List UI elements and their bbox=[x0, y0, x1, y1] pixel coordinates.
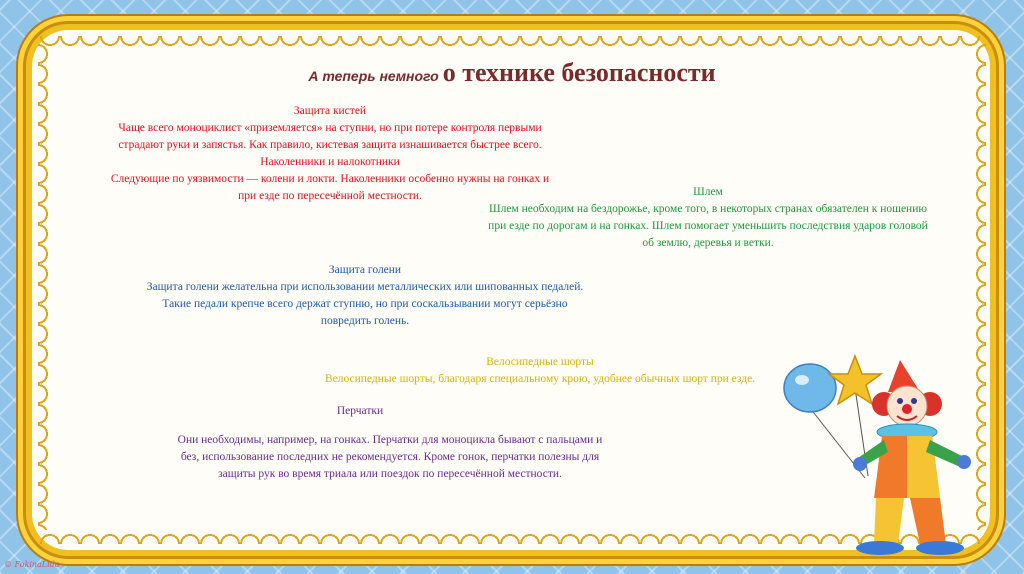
section-line: Следующие по уязвимости — колени и локти. Наколенники особенно нужны на гонках и bbox=[110, 173, 550, 185]
clown-leg-right bbox=[910, 498, 946, 544]
section-heading: Велосипедные шорты bbox=[486, 356, 594, 368]
section-cycling-shorts bbox=[290, 354, 790, 388]
frame-top-scallop-icon bbox=[40, 36, 980, 50]
section-heading: Защита голени bbox=[328, 264, 402, 276]
section-line: Они необходимы, например, на гонках. Перчатки для моноцикла бывают с пальцами и bbox=[177, 434, 603, 446]
section-helmet bbox=[458, 184, 958, 252]
section-line: Такие педали крепче всего держат ступню, но при соскальзывании могут серьёзно bbox=[162, 298, 568, 310]
blue-balloon-icon bbox=[784, 364, 836, 412]
star-balloon-icon bbox=[829, 356, 881, 404]
section-shin-protection bbox=[100, 262, 630, 330]
section-line: страдают руки и запястья. Как правило, кистевая защита изнашивается быстрее всего. bbox=[118, 139, 542, 151]
watermark: © FokinaLida bbox=[4, 560, 60, 569]
section-heading: Перчатки bbox=[336, 405, 384, 417]
slide-title bbox=[0, 58, 1024, 88]
section-line: при езде по дорогам и на гонках. Шлем помогает уменьшить последствия ударов головой bbox=[488, 220, 928, 232]
section-gloves bbox=[130, 432, 650, 483]
title-prefix: А теперь немного bbox=[308, 68, 439, 84]
title-main: о технике безопасности bbox=[442, 58, 716, 87]
section-subheading: Наколенники и налокотники bbox=[260, 156, 400, 168]
section-heading: Защита кистей bbox=[293, 105, 367, 117]
section-line: Чаще всего моноциклист «приземляется» на ступни, но при потере контроля первыми bbox=[118, 122, 542, 134]
clown-with-balloons-icon bbox=[780, 348, 1000, 558]
clown-nose bbox=[902, 404, 912, 414]
section-line: без, использование последних не рекомендуется. Кроме гонок, перчатки полезны для bbox=[180, 451, 600, 463]
frame-left-scallop-icon bbox=[38, 44, 52, 530]
clown-shoe-right bbox=[916, 541, 964, 555]
clown-shoe-left bbox=[856, 541, 904, 555]
clown-eye bbox=[897, 398, 903, 404]
section-gloves-heading bbox=[330, 403, 390, 420]
balloon-shine bbox=[795, 375, 809, 385]
section-line: об землю, деревья и ветки. bbox=[642, 237, 774, 249]
clown-glove-right bbox=[957, 455, 971, 469]
section-line: при езде по пересечённой местности. bbox=[238, 190, 422, 202]
clown-eye bbox=[911, 398, 917, 404]
section-line: Шлем необходим на бездорожье, кроме того, в некоторых странах обязателен к ношению bbox=[489, 203, 927, 215]
section-line: Защита голени желательна при использовании металлических или шипованных педалей. bbox=[146, 281, 584, 293]
clown-leg-left bbox=[874, 498, 904, 544]
section-heading: Шлем bbox=[693, 186, 723, 198]
section-line: защиты рук во время триала или поездок по пересечённой местности. bbox=[218, 468, 562, 480]
section-line: повредить голень. bbox=[320, 315, 410, 327]
clown-glove-left bbox=[853, 457, 867, 471]
section-line: Велосипедные шорты, благодаря специальному крою, удобнее обычных шорт при езде. bbox=[324, 373, 756, 385]
